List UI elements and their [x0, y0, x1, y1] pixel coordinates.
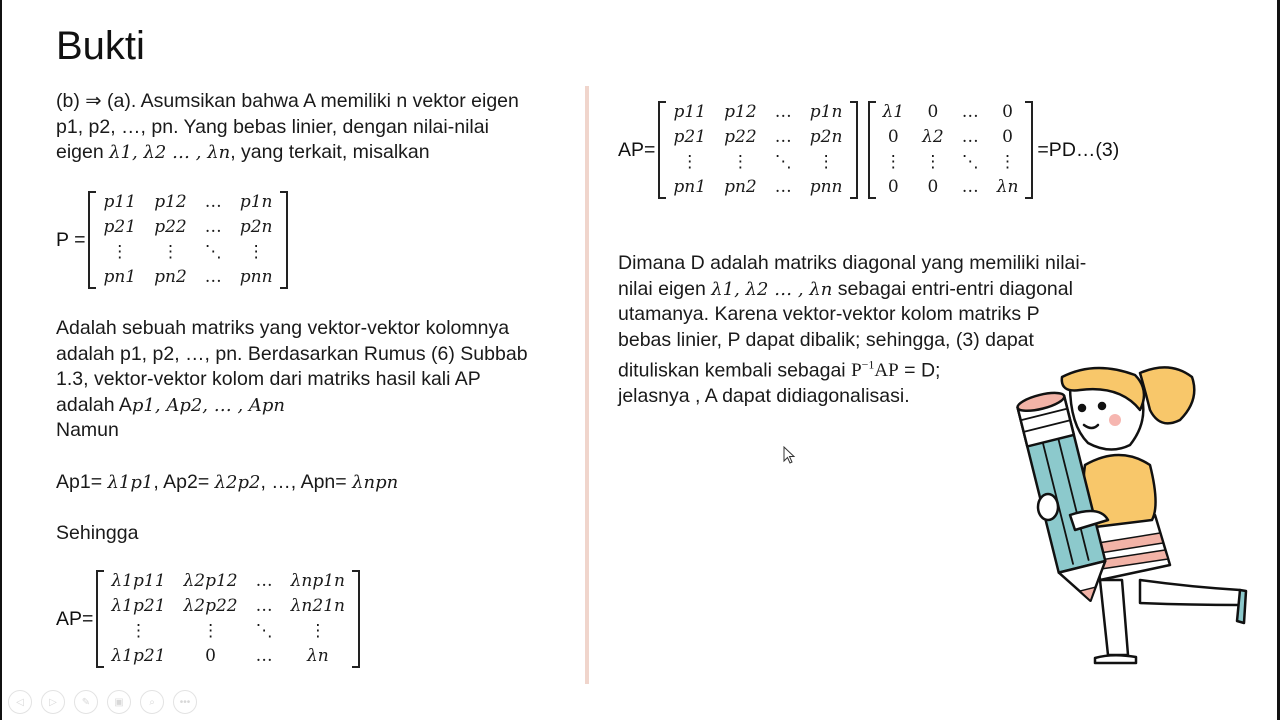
matrix-row — [874, 100, 1028, 125]
matrix-cell: λ2 — [922, 127, 944, 147]
right-line-2 — [618, 277, 1158, 303]
matrix-cell: … — [774, 177, 792, 197]
matrix-cell: ⋮ — [202, 621, 220, 641]
next-icon: ▷ — [49, 696, 57, 708]
eq-text-1: Ap1= — [56, 471, 108, 493]
matrix-cell: ⋮ — [129, 621, 147, 641]
pen-tool-button[interactable] — [74, 690, 98, 714]
matrix-row — [102, 644, 354, 669]
matrix-cell: p1n — [809, 102, 843, 122]
right-line-4: bebas linier, P dapat dibalik; sehingga, (3) dapat — [618, 328, 1034, 351]
intro-line-2: p1, p2, …, pn. Yang bebas linier, dengan nilai-nilai — [56, 115, 489, 138]
right-line-1: Dimana D adalah matriks diagonal yang memiliki nilai- — [618, 252, 1087, 274]
eq-math-3: λnpn — [352, 472, 399, 493]
matrix-cell: … — [204, 192, 222, 212]
matrix-row — [664, 100, 851, 125]
more-icon: ••• — [179, 696, 191, 708]
matrix-p-label: P = — [56, 228, 86, 251]
ap-label: AP= — [618, 138, 656, 161]
inverse-base: P — [851, 360, 862, 382]
right-line-5-tail: = D; — [898, 359, 941, 382]
slides-icon: ▣ — [114, 696, 124, 708]
matrix-cell: p11 — [103, 192, 137, 212]
matrix-cell: pnn — [809, 177, 843, 197]
ap-pd-equation — [618, 100, 1119, 200]
matrix-cell: λn — [306, 646, 329, 666]
para2-line-1: Adalah sebuah matriks yang vektor-vektor kolomnya — [56, 317, 510, 339]
matrix-cell: λnp1n — [290, 571, 345, 591]
intro-line-3-tail: , yang terkait, misalkan — [230, 141, 430, 163]
equation-rhs: =PD…(3) — [1037, 138, 1120, 161]
matrix-cell: 0 — [927, 177, 939, 197]
matrix-ap-label: AP= — [56, 607, 94, 630]
matrix-row — [102, 569, 354, 594]
intro-line-3-text: eigen — [56, 141, 110, 163]
prev-slide-button[interactable] — [8, 690, 32, 714]
eigenvalues-math: λ1, λ2 … , λn — [109, 142, 231, 163]
matrix-cell: pn1 — [103, 267, 137, 287]
presentation-controls — [8, 690, 197, 714]
matrix-cell: 0 — [927, 102, 939, 122]
matrix-cell: 0 — [887, 127, 899, 147]
window-border-left — [0, 0, 2, 720]
next-slide-button[interactable] — [41, 690, 65, 714]
zoom-button[interactable] — [140, 690, 164, 714]
matrix-cell: pnn — [239, 267, 273, 287]
matrix-cell: λn21n — [290, 596, 345, 616]
matrix-cell: ⋮ — [924, 152, 942, 172]
right-line-2-tail: sebagai entri-entri diagonal — [832, 277, 1073, 300]
matrix-cell: λ2p12 — [183, 571, 238, 591]
matrix-row — [94, 240, 281, 265]
eq-math-1: λ1p1 — [107, 472, 154, 493]
right-line-3: utamanya. Karena vektor-vektor kolom matriks P — [618, 303, 1040, 325]
inverse-sup: −1 — [861, 358, 875, 372]
matrix-cell: … — [961, 102, 979, 122]
prev-icon: ◁ — [16, 696, 24, 708]
matrix-cell: λ1p11 — [111, 571, 166, 591]
matrix-cell: ⋮ — [247, 242, 265, 262]
matrix-cell: pn1 — [673, 177, 707, 197]
matrix-row — [102, 619, 354, 644]
right-eigenvalues-math: λ1, λ2 … , λn — [711, 278, 833, 300]
matrix-cell: 0 — [1002, 127, 1013, 147]
matrix-cell: ⋮ — [731, 152, 749, 172]
eq-text-3: , …, Apn= — [260, 471, 353, 493]
intro-paragraph — [56, 89, 581, 166]
matrix-cell: … — [255, 596, 273, 616]
matrix-cell: ⋱ — [255, 621, 273, 641]
para2-line-5: Namun — [56, 419, 119, 441]
matrix-cell: ⋱ — [961, 152, 979, 172]
matrix-p — [88, 190, 287, 290]
eq-text-2: , Ap2= — [153, 471, 215, 493]
matrix-p-equation — [56, 190, 288, 290]
matrix-row — [664, 175, 851, 200]
para2-line-3: 1.3, vektor-vektor kolom dari matriks hasil kali AP — [56, 368, 481, 390]
pen-icon: ✎ — [81, 696, 91, 708]
intro-line-1: (b) ⇒ (a). Asumsikan bahwa A memiliki n vektor eigen — [56, 90, 519, 112]
matrix-cell: … — [961, 177, 979, 197]
matrix-cell: ⋮ — [817, 152, 835, 172]
matrix-cell: ⋮ — [681, 152, 699, 172]
matrix-cell: … — [204, 267, 222, 287]
matrix-row — [102, 594, 354, 619]
see-all-slides-button[interactable] — [107, 690, 131, 714]
matrix-cell: p12 — [724, 102, 757, 122]
matrix-cell: λ1p21 — [111, 596, 166, 616]
matrix-cell: pn2 — [154, 267, 187, 287]
matrix-row — [874, 125, 1028, 150]
column-vectors-paragraph — [56, 316, 581, 444]
eigen-equations — [56, 470, 398, 496]
matrix-cell: … — [961, 127, 979, 147]
matrix-cell: ⋱ — [204, 242, 222, 262]
sehingga-label: Sehingga — [56, 522, 139, 544]
matrix-cell: 0 — [1002, 102, 1013, 122]
para2-line-4-text: adalah A — [56, 393, 132, 416]
matrix-cell: ⋮ — [999, 152, 1017, 172]
right-line-6: jelasnya , A dapat didiagonalisasi. — [618, 384, 910, 407]
matrix-cell: ⋮ — [884, 152, 902, 172]
matrix-cell: p2n — [239, 217, 273, 237]
girl-with-pencil-illustration — [1000, 355, 1260, 675]
mouse-cursor-icon — [783, 446, 797, 466]
matrix-cell: λ1p21 — [111, 646, 166, 666]
matrix-d — [868, 100, 1034, 200]
matrix-row — [874, 175, 1028, 200]
matrix-p-right — [658, 100, 857, 200]
matrix-cell: 0 — [887, 177, 899, 197]
matrix-cell: ⋮ — [309, 621, 327, 641]
matrix-cell: p12 — [154, 192, 187, 212]
zoom-icon: ⌕ — [149, 696, 155, 708]
slide-title: Bukti — [56, 24, 145, 68]
para2-line-4 — [56, 393, 581, 419]
matrix-cell: … — [255, 571, 273, 591]
matrix-cell: p1n — [239, 192, 273, 212]
matrix-cell: p2n — [809, 127, 843, 147]
intro-line-3 — [56, 140, 581, 166]
inverse-formula — [851, 360, 899, 381]
inverse-rest: AP — [874, 360, 899, 382]
matrix-row — [664, 125, 851, 150]
matrix-cell: λn — [996, 177, 1019, 197]
matrix-ap-equation — [56, 569, 360, 669]
matrix-row — [664, 150, 851, 175]
matrix-cell: … — [774, 127, 792, 147]
matrix-cell: p21 — [673, 127, 706, 147]
eq-math-2: λ2p2 — [214, 472, 261, 493]
matrix-row — [874, 150, 1028, 175]
para2-line-2: adalah p1, p2, …, pn. Berdasarkan Rumus (6) Subbab — [56, 342, 528, 365]
matrix-row — [94, 265, 281, 290]
matrix-cell: 0 — [205, 646, 216, 666]
matrix-cell: … — [204, 217, 222, 237]
matrix-row — [94, 215, 281, 240]
matrix-cell: pn2 — [724, 177, 757, 197]
column-divider — [585, 86, 589, 684]
matrix-cell: λ2p22 — [183, 596, 238, 616]
matrix-cell: … — [774, 102, 792, 122]
matrix-cell: ⋱ — [774, 152, 792, 172]
matrix-cell: ⋮ — [111, 242, 129, 262]
right-line-2-text: nilai eigen — [618, 277, 712, 300]
matrix-row — [94, 190, 281, 215]
matrix-cell: ⋮ — [161, 242, 179, 262]
matrix-cell: p21 — [103, 217, 137, 237]
matrix-cell: p22 — [154, 217, 187, 237]
ap-vectors-math: p1, Ap2, … , Apn — [131, 394, 286, 416]
matrix-cell: … — [255, 646, 273, 666]
more-options-button[interactable] — [173, 690, 197, 714]
matrix-cell: p11 — [673, 102, 706, 122]
right-line-5-text: dituliskan kembali sebagai — [618, 359, 852, 382]
matrix-cell: p22 — [724, 127, 757, 147]
matrix-cell: λ1 — [882, 102, 905, 122]
matrix-ap — [96, 569, 360, 669]
